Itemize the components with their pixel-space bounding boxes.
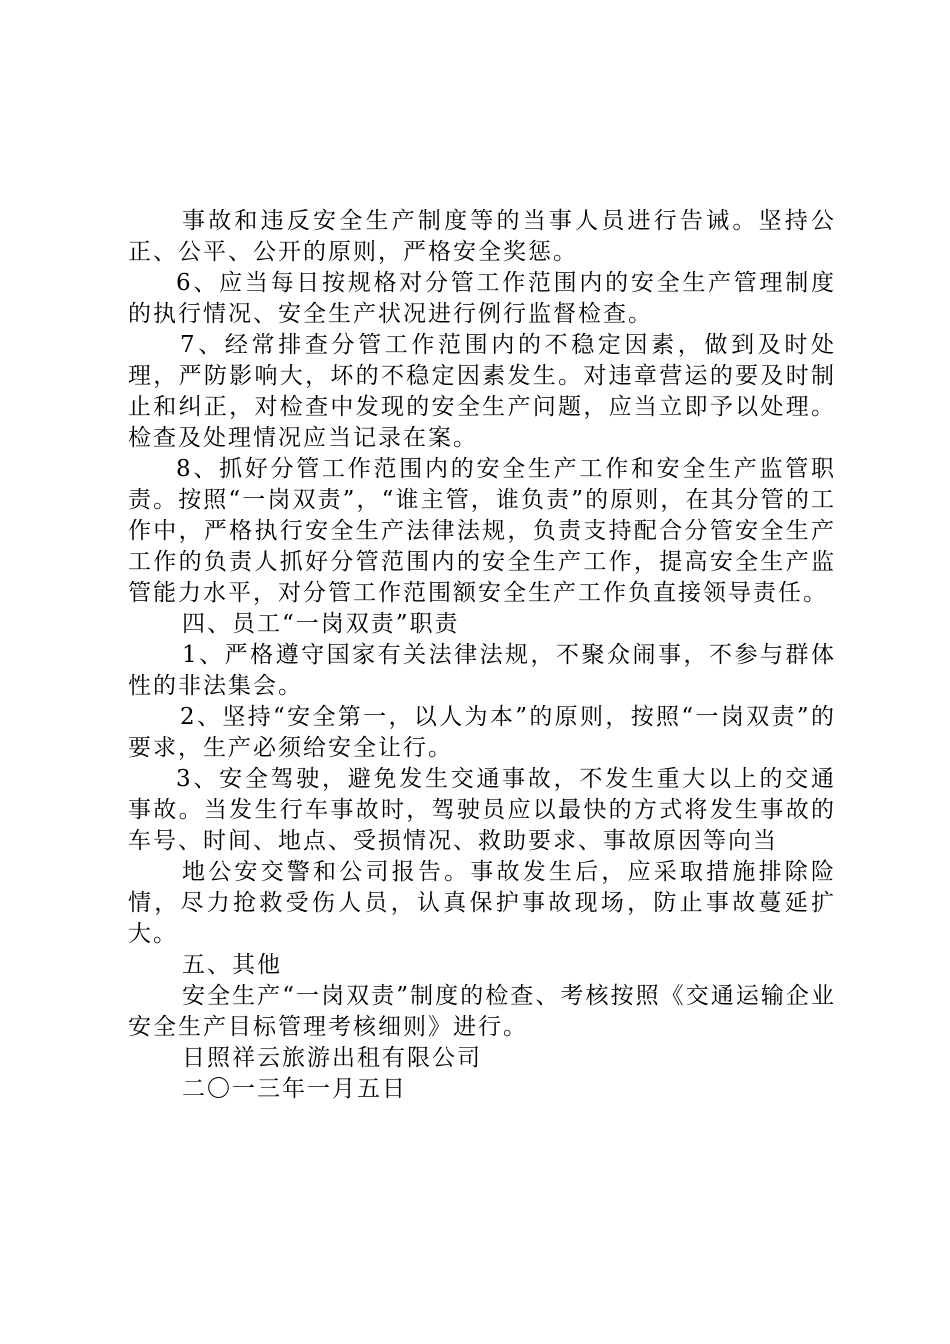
paragraph-staff-3: 3、安全驾驶，避免发生交通事故，不发生重大以上的交通事故。当发生行车事故时，驾驶员应以最快的方式将发生事故的车号、时间、地点、受损情况、救助要求、事故原因等向当 — [128, 766, 836, 854]
paragraph-continued: 事故和违反安全生产制度等的当事人员进行告诫。坚持公正、公平、公开的原则，严格安全奖惩。 — [128, 208, 836, 265]
paragraph-item-7: 7、经常排查分管工作范围内的不稳定因素，做到及时处理，严防影响大，坏的不稳定因素发生。对违章营运的要及时制止和纠正，对检查中发现的安全生产问题，应当立即予以处理。检查及处理情况应当记录在案。 — [128, 332, 836, 451]
paragraph-other: 安全生产“一岗双责”制度的检查、考核按照《交通运输企业安全生产目标管理考核细则》进行。 — [128, 983, 836, 1040]
paragraph-item-6: 6、应当每日按规格对分管工作范围内的安全生产管理制度的执行情况、安全生产状况进行例行监督检查。 — [128, 270, 836, 327]
signature-company: 日照祥云旅游出租有限公司 — [182, 1045, 482, 1071]
paragraph-item-8: 8、抓好分管工作范围内的安全生产工作和安全生产监管职责。按照“一岗双责”，“谁主管，谁负责”的原则，在其分管的工作中，严格执行安全生产法律法规，负责支持配合分管安全生产工作的负责人抓好分管范围内的安全生产工作，提高安全生产监管能力水平，对分管工作范围额安全生产工作负直接领导责任。 — [128, 456, 836, 606]
section-heading-4: 四、员工“一岗双责”职责 — [182, 611, 460, 637]
paragraph-staff-3-continued: 地公安交警和公司报告。事故发生后，应采取措施排除险情，尽力抢救受伤人员，认真保护事故现场，防止事故蔓延扩大。 — [128, 859, 836, 947]
paragraph-staff-2: 2、坚持“安全第一，以人为本”的原则，按照“一岗双责”的要求，生产必须给安全让行。 — [128, 704, 836, 761]
section-heading-5: 五、其他 — [182, 952, 282, 978]
document-body — [128, 206, 836, 1105]
paragraph-staff-1: 1、严格遵守国家有关法律法规，不聚众闹事，不参与群体性的非法集会。 — [128, 642, 836, 699]
signature-date: 二〇一三年一月五日 — [182, 1076, 407, 1102]
